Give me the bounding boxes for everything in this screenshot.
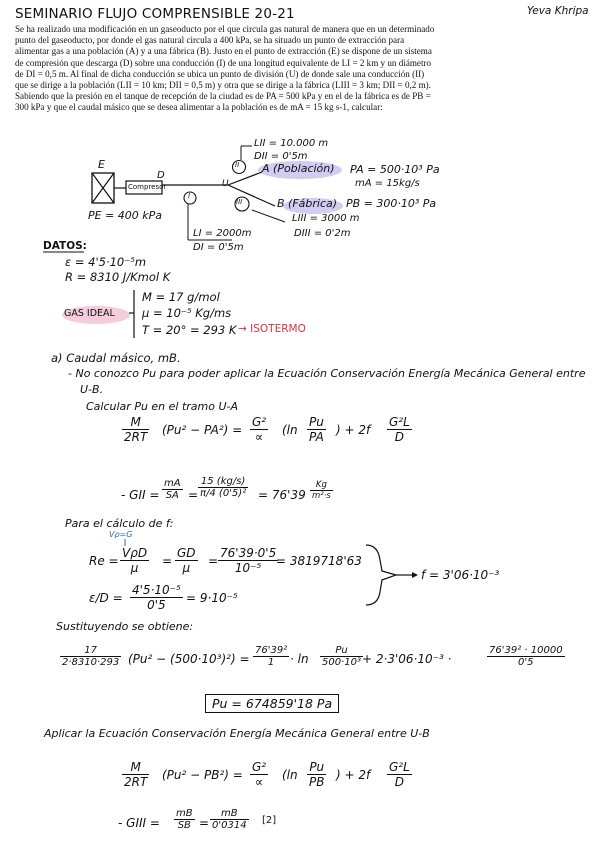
fraction-numerator: Pu bbox=[320, 645, 363, 657]
sub-fraction-4 bbox=[487, 645, 565, 668]
fraction-numerator: 76'39·0'5 bbox=[220, 546, 277, 560]
g-ii-unit bbox=[310, 480, 333, 501]
author-name: Yeva Khripa bbox=[527, 5, 589, 17]
fraction-numerator: 4'5·10⁻⁵ bbox=[132, 583, 181, 597]
fraction-numerator: 17 bbox=[60, 645, 121, 657]
sustituyendo-label: Sustituyendo se obtiene: bbox=[56, 620, 194, 633]
sub-fraction-1 bbox=[60, 645, 121, 668]
di-label: DI = 0'5m bbox=[193, 242, 244, 253]
statement-line: punto del gaseoducto, por donde el gas natural circula a 400 kPa, se ha situado un punto de extracción para bbox=[15, 35, 405, 46]
statement-line: de compresión que descarga (D) sobre una conducción (I) de una longitud equivalente de LI = 2 km y un diámetro bbox=[15, 57, 432, 68]
part-a-heading: a) Caudal másico, mB. bbox=[51, 351, 181, 365]
dii-label: DII = 0'5m bbox=[254, 151, 308, 162]
statement-line: alimentar gas a una población (A) y a una fábrica (B). Justo en el punto de extracción (E) se dispone de un sistema bbox=[15, 46, 432, 57]
fraction-denominator: D bbox=[394, 775, 405, 789]
eq1-close: ) + 2f bbox=[336, 423, 371, 437]
f-result: f = 3'06·10⁻³ bbox=[421, 568, 500, 582]
fraction-numerator: 76'39² bbox=[255, 645, 288, 656]
g-iii-fraction-2 bbox=[210, 808, 249, 831]
statement-line: Sabiendo que la presión en el tanque de recepción de la ciudad es de PA = 500 kPa y en el de la fábrica es de PB = bbox=[15, 91, 431, 102]
para-f-heading: Para el cálculo de f: bbox=[65, 517, 174, 530]
lii-label: LII = 10.000 m bbox=[254, 138, 329, 149]
pipe-segment bbox=[228, 172, 262, 185]
sub-fraction-2 bbox=[253, 645, 289, 668]
fraction-numerator: 15 (kg/s) bbox=[198, 476, 248, 488]
label-pipe-iii: III bbox=[236, 198, 243, 206]
fraction-denominator: m²·s bbox=[312, 491, 331, 501]
fraction-denominator: D bbox=[394, 430, 405, 444]
fraction-denominator: ∝ bbox=[254, 430, 264, 444]
fraction-numerator: mB bbox=[210, 808, 249, 820]
vpg-annotation: Vρ=G bbox=[109, 530, 133, 539]
document-title: SEMINARIO FLUJO COMPRENSIBLE 20-21 bbox=[15, 6, 295, 22]
dimension-line bbox=[252, 210, 285, 222]
fraction-denominator: 2·8310·293 bbox=[62, 657, 120, 668]
g-ii-fraction-1 bbox=[162, 478, 183, 501]
fraction-denominator: SB bbox=[177, 820, 191, 831]
node-a-label: A (Población) bbox=[262, 162, 335, 175]
g-iii-label: - GIII = bbox=[118, 816, 160, 830]
g-iii-fraction-1 bbox=[174, 808, 195, 831]
sub-ln: · ln bbox=[290, 652, 309, 666]
equals-sign: = bbox=[188, 488, 199, 502]
r-value: R = 8310 J/Kmol K bbox=[65, 270, 171, 284]
eq1-middle: (Pu² − PA²) = bbox=[162, 423, 243, 437]
fraction-numerator: GD bbox=[177, 546, 196, 560]
fraction-numerator: 76'39² · 10000 bbox=[489, 645, 563, 656]
fraction-denominator: SA bbox=[165, 490, 179, 501]
fraction-numerator: Pu bbox=[307, 760, 326, 775]
gas-ideal-label: GAS IDEAL bbox=[64, 308, 115, 319]
re-fraction-2 bbox=[175, 546, 198, 575]
eq1-g-fraction bbox=[250, 415, 268, 444]
fraction-denominator: 1 bbox=[267, 657, 275, 668]
label-d: D bbox=[157, 170, 165, 181]
fraction-numerator: Pu bbox=[307, 415, 326, 430]
fraction-numerator: M bbox=[122, 415, 149, 430]
re-label: Re = bbox=[89, 554, 119, 568]
equation-tag: [2] bbox=[262, 815, 277, 826]
eq2-p-fraction bbox=[307, 760, 326, 789]
fraction-denominator: 2RT bbox=[124, 430, 148, 444]
fraction-numerator: G²L bbox=[389, 415, 410, 429]
fraction-denominator: 500·10³ bbox=[322, 657, 361, 668]
pa-label: PA = 500·10³ Pa bbox=[350, 163, 440, 176]
eq1-p-fraction bbox=[307, 415, 326, 444]
aplicar-heading: Aplicar la Ecuación Conservación Energía Mecánica General entre U-B bbox=[44, 727, 430, 740]
pb-label: PB = 300·10³ Pa bbox=[346, 197, 437, 210]
equals-sign: = bbox=[199, 816, 210, 830]
fraction-numerator: G² bbox=[252, 760, 267, 774]
calc-tramo: Calcular Pu en el tramo U-A bbox=[86, 400, 239, 413]
eq2-g-fraction bbox=[250, 760, 268, 789]
fraction-numerator: VρD bbox=[122, 546, 148, 560]
epsilon-value: ε = 4'5·10⁻⁵m bbox=[65, 255, 147, 269]
fraction-numerator: M bbox=[122, 760, 149, 775]
fraction-denominator: PB bbox=[309, 775, 325, 789]
li-label: LI = 2000m bbox=[193, 228, 252, 239]
pu-result-box: Pu = 674859'18 Pa bbox=[205, 694, 339, 713]
friction-arrowhead bbox=[412, 572, 418, 578]
statement-line: de DI = 0,5 m. Al final de dicha conducción se ubica un punto de división (U) de donde sale una conducción (II) bbox=[15, 68, 425, 79]
isotermo-label: → ISOTERMO bbox=[238, 323, 306, 335]
fraction-numerator: mB bbox=[176, 808, 193, 819]
eq2-ln: (ln bbox=[282, 768, 298, 782]
datos-heading: DATOS: bbox=[43, 240, 87, 252]
label-u: U bbox=[222, 179, 229, 189]
mu-value: µ = 10⁻⁵ Kg/ms bbox=[142, 306, 232, 320]
fraction-denominator: 2RT bbox=[124, 775, 148, 789]
sub-fraction-3 bbox=[320, 645, 363, 668]
label-e: E bbox=[98, 158, 105, 171]
fraction-denominator: π/4 (0'5)² bbox=[200, 488, 247, 499]
node-b-label: B (Fábrica) bbox=[277, 197, 338, 210]
diii-label: DIII = 0'2m bbox=[294, 228, 351, 239]
label-pipe-i: I bbox=[188, 192, 191, 200]
eq1-gl-fraction bbox=[387, 415, 412, 444]
g-ii-label: - GII = bbox=[121, 488, 160, 502]
fraction-denominator: 0'0314 bbox=[212, 820, 247, 831]
eq2-close: ) + 2f bbox=[336, 768, 371, 782]
equals-sign: = bbox=[162, 554, 173, 568]
fraction-denominator: 10⁻⁵ bbox=[234, 561, 262, 575]
friction-brace bbox=[366, 545, 396, 605]
ma-label: mA = 15kg/s bbox=[355, 178, 420, 189]
fraction-denominator: PA bbox=[309, 430, 324, 444]
statement-line: Se ha realizado una modificación en un gaseoducto por el que circula gas natural de manera que en un determinado bbox=[15, 24, 435, 34]
sub-plus: + 2·3'06·10⁻³ · bbox=[362, 652, 452, 666]
fraction-numerator: mA bbox=[164, 478, 181, 489]
eq2-gl-fraction bbox=[387, 760, 412, 789]
ed-fraction bbox=[130, 583, 183, 612]
sub-middle: (Pu² − (500·10³)²) = bbox=[128, 652, 250, 666]
fraction-denominator: ∝ bbox=[254, 775, 264, 789]
m-value: M = 17 g/mol bbox=[142, 290, 220, 304]
fraction-denominator: µ bbox=[182, 561, 191, 575]
fraction-numerator: G²L bbox=[389, 760, 410, 774]
re-fraction-1 bbox=[120, 546, 149, 575]
eq2-lhs-fraction bbox=[122, 760, 149, 789]
re-result: = 3819718'63 bbox=[276, 554, 362, 568]
note-line-2: U-B. bbox=[80, 383, 104, 396]
fraction-denominator: 0'5 bbox=[518, 657, 534, 668]
label-pipe-ii: II bbox=[235, 161, 240, 169]
fraction-denominator: 0'5 bbox=[147, 598, 166, 612]
fraction-numerator: G² bbox=[252, 415, 267, 429]
statement-line: 300 kPa y que el caudal másico que se desea alimentar a la población es de mA = 15 kg s-1, calcular: bbox=[15, 102, 383, 113]
t-value: T = 20° = 293 K bbox=[142, 323, 237, 337]
equals-sign: = bbox=[208, 554, 219, 568]
compressor-label: Compresor bbox=[128, 183, 167, 191]
note-line-1: - No conozco Pu para poder aplicar la Ecuación Conservación Energía Mecánica General entre bbox=[68, 367, 586, 380]
eq1-lhs-fraction bbox=[122, 415, 149, 444]
g-ii-fraction-2 bbox=[198, 476, 248, 499]
liii-label: LIII = 3000 m bbox=[292, 213, 360, 224]
statement-line: que se dirige a la población (LII = 10 km; DII = 0,5 m) y otra que se dirige a la fábrica (LIII = 3 km; DII = 0,2 m). bbox=[15, 80, 431, 91]
eq2-middle: (Pu² − PB²) = bbox=[162, 768, 243, 782]
g-ii-result: = 76'39 bbox=[258, 488, 306, 502]
eq1-ln: (ln bbox=[282, 423, 298, 437]
fraction-denominator: µ bbox=[130, 561, 139, 575]
ed-label: ε/D = bbox=[89, 591, 123, 605]
re-fraction-3 bbox=[218, 546, 278, 575]
pe-label: PE = 400 kPa bbox=[88, 209, 163, 222]
ed-result: = 9·10⁻⁵ bbox=[186, 591, 238, 605]
fraction-numerator: Kg bbox=[310, 480, 333, 491]
